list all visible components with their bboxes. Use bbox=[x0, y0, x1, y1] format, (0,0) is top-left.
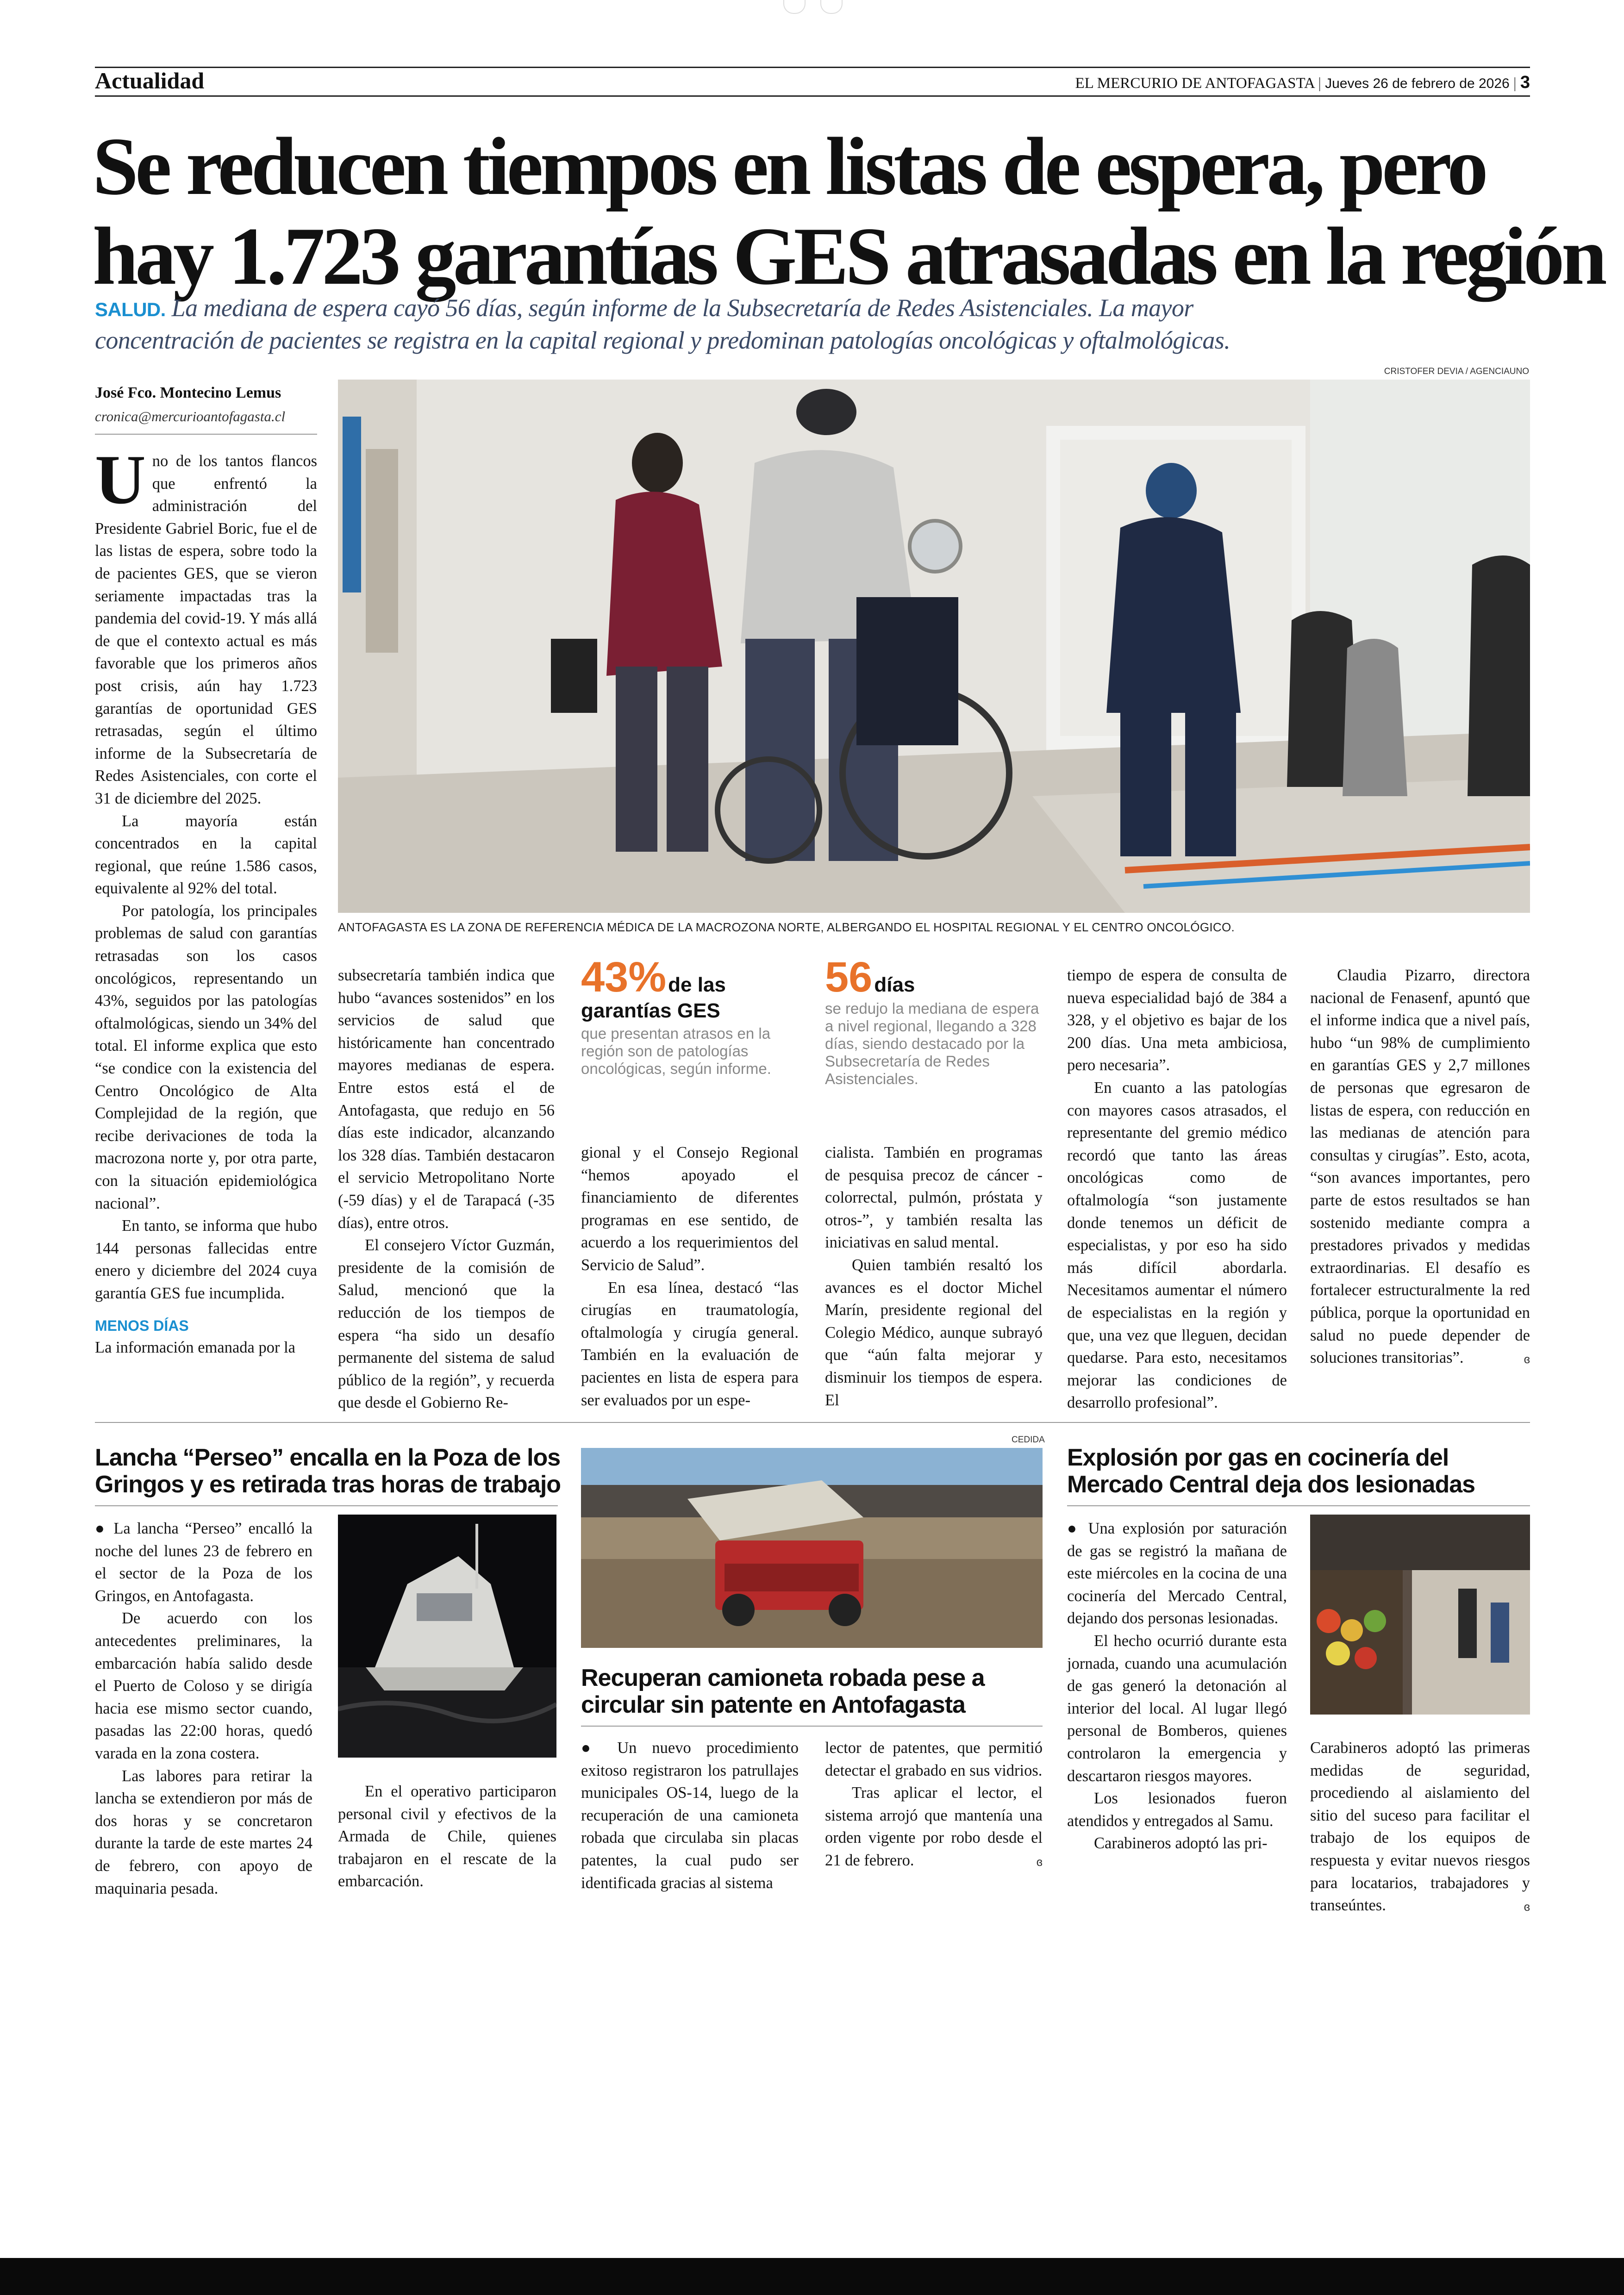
byline-rule bbox=[95, 434, 317, 435]
brief1-paragraph-1-text: La lancha “Perseo” encalló la noche del lunes 23 de febrero en el sector de la Poza de los Gringos, en Antofagasta. bbox=[95, 1520, 312, 1605]
brief3-column-1 bbox=[1067, 1517, 1287, 1855]
main-photo bbox=[338, 380, 1530, 913]
bullet-icon: ● bbox=[581, 1739, 602, 1757]
headline-line-1: Se reducen tiempos en listas de espera, pero bbox=[93, 120, 1485, 212]
brief1-title-line-1: Lancha “Perseo” encalla en la Poza de los bbox=[95, 1444, 561, 1471]
article-column-2 bbox=[338, 964, 555, 1414]
brief2-photo-credit: CEDIDA bbox=[1012, 1435, 1045, 1445]
bullet-icon: ● bbox=[95, 1520, 107, 1537]
col1-paragraph-1: no de los tantos flancos que enfrentó la administración del Presidente Gabriel Boric, fue el de las listas de espera, sobre todo la de pacientes GES, que se vieron seriamente impactadas tras la pandemia del covid-19. Y más allá de que el contexto actual es más favorable que los primeros años post crisis, aún hay 1.723 garantías de oportunidad GES retrasadas, según el último informe de la Subsecretaría de Redes Asistenciales, con corte el 31 de diciembre del 2025. bbox=[95, 452, 317, 807]
brief2-title-rule bbox=[581, 1726, 1043, 1727]
brief2-paragraph-1 bbox=[581, 1737, 799, 1894]
bullet-icon: ● bbox=[1067, 1520, 1081, 1537]
col1-paragraph-3: Por patología, los principales problemas de salud con garantías retrasadas son los casos oncológicos, representando un 43%, seguidos por las patologías oftalmológicas, siendo un 34% del total. El informe explica que esto “se condice con la existencia del Centro Oncológico de Alta Complejidad de la región, que recibe derivaciones de toda la macrozona norte y, por otra parte, con la situación epidemiológica nacional”. bbox=[95, 902, 317, 1212]
viewer-bottom-bar bbox=[0, 2258, 1624, 2295]
col5-paragraph-1: tiempo de espera de consulta de nueva especialidad bajó de 384 a 328, y el objetivo es bajar de los 200 días. Una meta ambiciosa, pero necesaria”. bbox=[1067, 967, 1287, 1074]
drop-cap: U bbox=[95, 441, 146, 518]
main-headline bbox=[93, 120, 1604, 302]
brief2-photo bbox=[581, 1448, 1043, 1648]
stat1-text: que presentan atrasos en la región son de patologías oncológicas, según informe. bbox=[581, 1025, 771, 1077]
article-column-1 bbox=[95, 441, 317, 1359]
col6-paragraph-1: Claudia Pizarro, directora nacional de Fenasenf, apuntó que el informe indica que a nivel país, hubo “un 98% de cumplimiento en garantías GES y 2,7 millones de personas que egresaron de listas de espera, con reducción en las medianas de atención para consultas y cirugías”. Esto, acota, “son avances importantes, pero parte de estos resultados se han sostenido mediante compra a prestadores privados y medidas extraordinarias. El desafío es fortalecer estructuralmente la red pública, porque la oportunidad en salud no puede depender de soluciones transitorias”. bbox=[1310, 967, 1530, 1367]
article-column-3 bbox=[581, 1141, 799, 1411]
brief1-paragraph-2: De acuerdo con los antecedentes preliminares, la embarcación había salido desde el Puerto de Coloso y se dirigía hacia ese mismo sector cuando, pasadas las 22:00 horas, quedó varada en la zona costera. bbox=[95, 1609, 312, 1762]
brief1-paragraph-4: En el operativo participaron personal civil y efectivos de la Armada de Chile, quienes trabajaron en el rescate de la embarcación. bbox=[338, 1783, 556, 1890]
brief3-paragraph-2: El hecho ocurrió durante esta jornada, cuando una acumulación de gas generó la detonación al interior del local. Al lugar llegó personal de Bomberos, quienes controlaron la emergencia y descartaron riesgos mayores. bbox=[1067, 1632, 1287, 1785]
section-divider bbox=[95, 1422, 1530, 1423]
brief3-end-mark: ɞ bbox=[1524, 1899, 1530, 1914]
article-end-mark: ɞ bbox=[1524, 1352, 1530, 1366]
main-photo-credit: CRISTOFER DEVIA / AGENCIAUNO bbox=[1384, 367, 1529, 376]
viewer-next-icon[interactable] bbox=[820, 0, 843, 14]
masthead: EL MERCURIO DE ANTOFAGASTA bbox=[1075, 75, 1314, 92]
brief1-paragraph-3: Las labores para retirar la lancha se extendieron por más de dos horas y se concretaron durante la tarde de este martes 24 de febrero, con apoyo de maquinaria pesada. bbox=[95, 1767, 312, 1897]
brief3-paragraph-3: Los lesionados fueron atendidos y entregados al Samu. bbox=[1067, 1790, 1287, 1830]
col5-paragraph-2: En cuanto a las patologías con mayores casos atrasados, el representante del gremio médico recordó que tanto las áreas oncológicas como de oftalmología “son justamente donde tenemos un déficit de especialistas, y por eso ha sido más difícil abordarla. Necesitamos aumentar el número de especialistas en la región y que, una vez que lleguen, decidan quedarse. Para esto, necesitamos mejorar las condiciones de desarrollo profesional”. bbox=[1067, 1079, 1287, 1412]
brief2-end-mark: ɞ bbox=[1036, 1854, 1043, 1869]
brief3-title bbox=[1067, 1444, 1530, 1498]
col1-paragraph-2: La mayoría están concentrados en la capital regional, que reúne 1.586 casos, equivalente al 92% del total. bbox=[95, 812, 317, 898]
col1-paragraph-4: En tanto, se informa que hubo 144 personas fallecidas entre enero y diciembre del 2024 cuya garantía GES fue incumplida. bbox=[95, 1217, 317, 1302]
article-column-5 bbox=[1067, 964, 1287, 1414]
brief3-title-line-2: Mercado Central deja dos lesionadas bbox=[1067, 1471, 1475, 1498]
masthead-line: EL MERCURIO DE ANTOFAGASTA | Jueves 26 de febrero de 2026 | 3 bbox=[1075, 73, 1530, 92]
header-bottom-rule bbox=[95, 95, 1530, 97]
deck bbox=[95, 293, 1553, 355]
brief1-title bbox=[95, 1444, 561, 1498]
col1-paragraph-5: La información emanada por la bbox=[95, 1338, 295, 1356]
headline-line-2: hay 1.723 garantías GES atrasadas en la región bbox=[93, 210, 1604, 302]
brief2-title-line-1: Recuperan camioneta robada pese a bbox=[581, 1665, 985, 1691]
col2-paragraph-2: El consejero Víctor Guzmán, presidente de la comisión de Salud, mencionó que la reducción de los tiempos de espera “ha sido un desafío permanente del sistema de salud público de la región”, y recuerda que desde el Gobierno Re- bbox=[338, 1236, 555, 1412]
subhead-menos-dias: MENOS DÍAS bbox=[95, 1317, 189, 1334]
stat1-number: 43% bbox=[581, 954, 667, 1001]
brief3-photo bbox=[1310, 1515, 1530, 1715]
brief2-title-line-2: circular sin patente en Antofagasta bbox=[581, 1691, 965, 1718]
brief2-paragraph-3: Tras aplicar el lector, el sistema arrojó que mantenía una orden vigente por robo desde el 21 de febrero. bbox=[825, 1784, 1043, 1869]
stat1-heading-b: garantías GES bbox=[581, 999, 720, 1022]
page-number: 3 bbox=[1520, 73, 1530, 92]
brief2-paragraph-1-text: Un nuevo procedimiento exitoso registraron los patrullajes municipales OS-14, luego de la recuperación de una camioneta robada que circulaba sin placas patentes, la cual pudo ser identificada gracias al sistema bbox=[581, 1739, 799, 1892]
brief1-column-1 bbox=[95, 1517, 312, 1900]
col4-paragraph-2: Quien también resaltó los avances es el doctor Michel Marín, presidente regional del Colegio Médico, aunque subrayó que “aún falta mejorar y disminuir los tiempos de espera. El bbox=[825, 1256, 1043, 1409]
col2-paragraph-1: subsecretaría también indica que hubo “avances sostenidos” en los servicios de salud que históricamente han concentrado mayores medianas de espera. Entre estos está el de Antofagasta, que redujo en 56 días este indicador, alcanzando los 328 días. También destacaron el servicio Metropolitano Norte (-59 días) y el de Tarapacá (-35 días), entre otros. bbox=[338, 967, 555, 1232]
brief2-column-1 bbox=[581, 1737, 799, 1894]
article-column-4 bbox=[825, 1141, 1043, 1411]
brief3-title-line-1: Explosión por gas en cocinería del bbox=[1067, 1444, 1449, 1471]
brief3-paragraph-4-start: Carabineros adoptó las pri- bbox=[1094, 1834, 1268, 1852]
viewer-prev-icon[interactable] bbox=[783, 0, 806, 14]
brief3-paragraph-1-text: Una explosión por saturación de gas se registró la mañana de este miércoles en la cocina de una cocinería del Mercado Central, dejando dos personas lesionadas. bbox=[1067, 1520, 1287, 1628]
stat2-number: 56 bbox=[825, 954, 873, 1001]
brief1-column-2 bbox=[338, 1780, 556, 1893]
brief2-title bbox=[581, 1665, 1044, 1718]
brief3-title-rule bbox=[1067, 1505, 1530, 1506]
col3-paragraph-1: gional y el Consejo Regional “hemos apoyado el financiamiento de diferentes programas en ese sentido, de acuerdo a los requerimientos del Servicio de Salud”. bbox=[581, 1144, 799, 1274]
deck-line-2: concentración de pacientes se registra en la capital regional y predominan patologías oncológicas y oftalmológicas. bbox=[95, 326, 1230, 354]
section-label: Actualidad bbox=[95, 68, 205, 94]
author-email: cronica@mercurioantofagasta.cl bbox=[95, 408, 286, 424]
brief3-column-2 bbox=[1310, 1737, 1530, 1918]
col4-paragraph-1: cialista. También en programas de pesquisa precoz de cáncer -colorrectal, pulmón, próstata y otros-”, y también resalta las iniciativas en salud mental. bbox=[825, 1144, 1043, 1252]
stat2-text: se redujo la mediana de espera a nivel regional, llegando a 328 días, siendo destacado por la Subsecretaría de Redes Asistenciales. bbox=[825, 1000, 1039, 1087]
brief1-title-line-2: Gringos y es retirada tras horas de trabajo bbox=[95, 1471, 561, 1498]
brief1-paragraph-1 bbox=[95, 1517, 312, 1607]
brief2-paragraph-2: lector de patentes, que permitió detectar el grabado en sus vidrios. bbox=[825, 1739, 1043, 1779]
stat1-heading-a: de las bbox=[668, 973, 726, 996]
col3-paragraph-2: En esa línea, destacó “las cirugías en traumatología, oftalmología y cirugía general. También en la evaluación de pacientes en lista de espera para ser evaluados por un espe- bbox=[581, 1278, 799, 1409]
brief3-paragraph-4: Carabineros adoptó las primeras medidas de seguridad, procediendo al aislamiento del sitio del suceso para facilitar el trabajo de los equipos de respuesta y evitar nuevos riesgos para locatarios, trabajadores y transeúntes. bbox=[1310, 1739, 1530, 1915]
stat-box-43 bbox=[581, 954, 799, 1078]
article-column-6 bbox=[1310, 964, 1530, 1370]
brief3-paragraph-1 bbox=[1067, 1517, 1287, 1630]
header-top-rule bbox=[95, 67, 1530, 68]
brief1-title-rule bbox=[95, 1505, 558, 1506]
kicker: SALUD. bbox=[95, 299, 166, 320]
brief1-photo bbox=[338, 1515, 556, 1758]
stat2-heading: días bbox=[874, 973, 915, 996]
deck-line-1: La mediana de espera cayó 56 días, según informe de la Subsecretaría de Redes Asistenciales. La mayor bbox=[171, 294, 1193, 322]
issue-date: Jueves 26 de febrero de 2026 bbox=[1325, 76, 1510, 91]
brief2-column-2 bbox=[825, 1737, 1043, 1873]
main-photo-caption: ANTOFAGASTA ES LA ZONA DE REFERENCIA MÉDICA DE LA MACROZONA NORTE, ALBERGANDO EL HOSPITAL REGIONAL Y EL CENTRO ONCOLÓGICO. bbox=[338, 920, 1235, 934]
author-name: José Fco. Montecino Lemus bbox=[95, 384, 281, 401]
stat-box-56 bbox=[825, 954, 1043, 1088]
